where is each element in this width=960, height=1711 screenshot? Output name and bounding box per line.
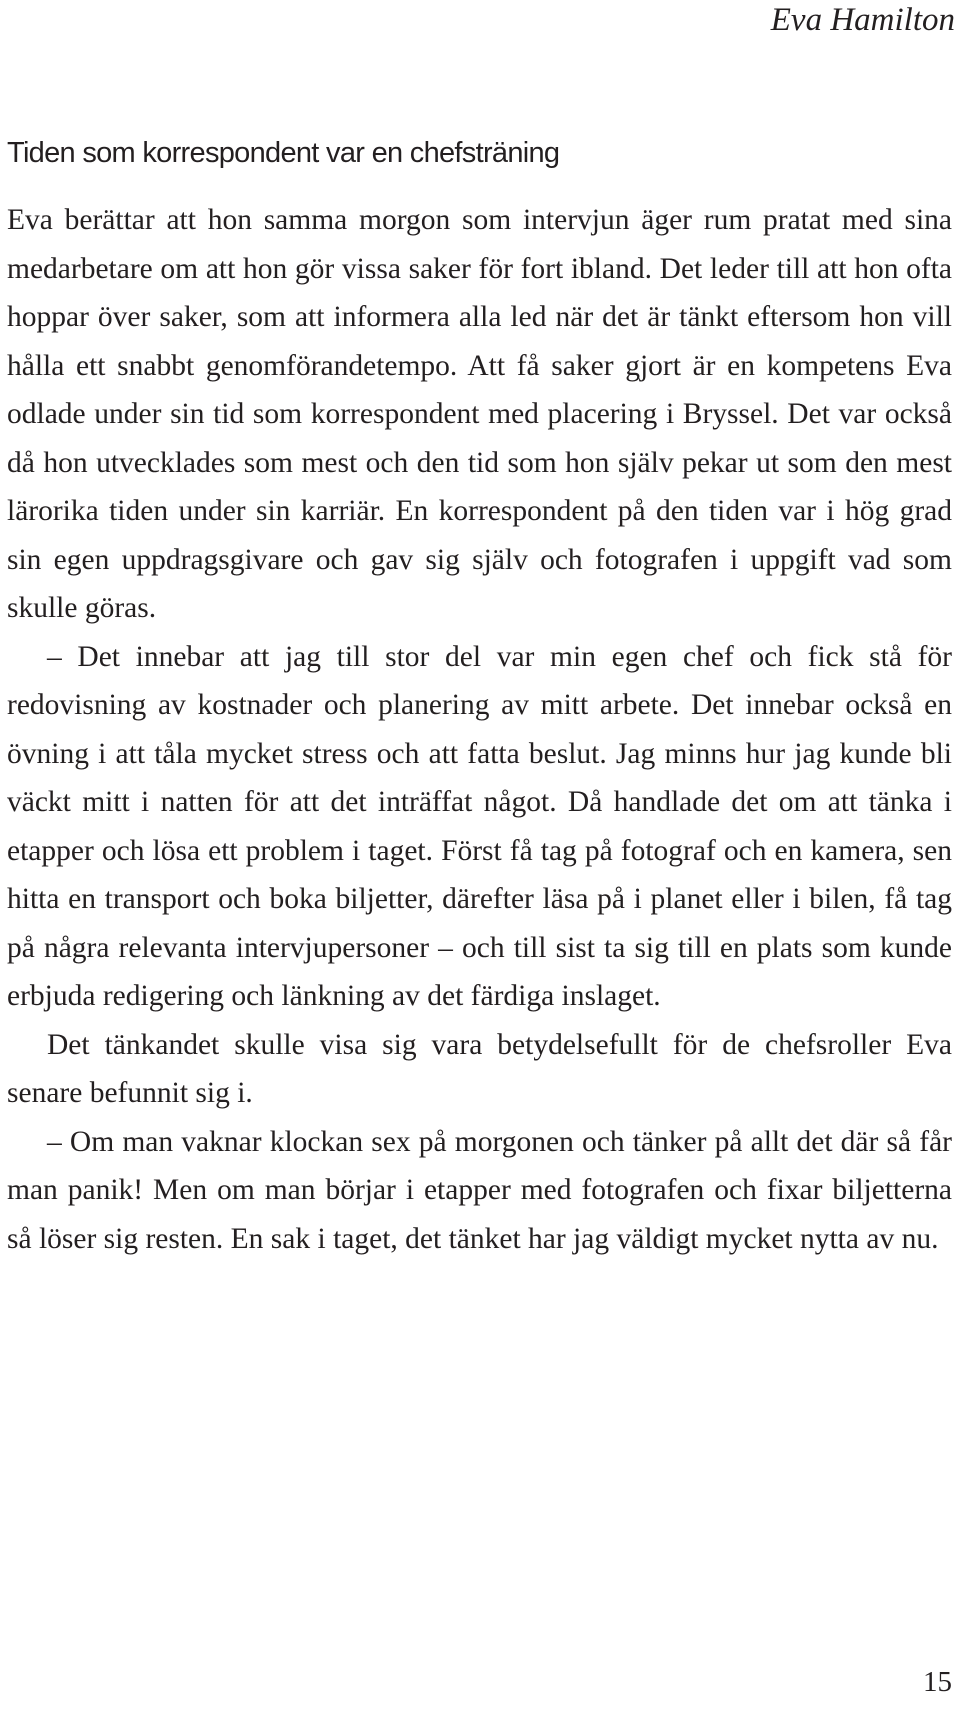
paragraph: – Om man vaknar klockan sex på morgonen och tänker på allt det där så får man panik! Men om man börjar i etapper med fotografen och fixar biljetterna så löser sig resten. En sak i taget, det tänket har jag väldigt mycket nytta av nu. <box>7 1125 952 1255</box>
paragraph: Eva berättar att hon samma morgon som intervjun äger rum pratat med sina medarbetare om att hon gör vissa saker för fort ibland. Det leder till att hon ofta hoppar över saker, som att informera alla led när det är tänkt eftersom hon vill hålla ett snabbt genomförandetempo. Att få saker gjort är en kompetens Eva odlade under sin tid som korrespondent med placering i Bryssel. Det var också då hon utvecklades som mest och den tid som hon själv pekar ut som den mest lärorika tiden under sin karriär. En korrespondent på den tiden var i hög grad sin egen uppdragsgivare och gav sig själv och fotografen i uppgift vad som skulle göras. <box>7 204 952 624</box>
body-text <box>7 196 952 1263</box>
page-number: 15 <box>923 1666 952 1698</box>
paragraph: – Det innebar att jag till stor del var min egen chef och fick stå för redovisning av kostnader och planering av mitt arbete. Det innebar också en övning i att tåla mycket stress och att fatta beslut. Jag minns hur jag kunde bli väckt mitt i natten för att det inträffat något. Då handlade det om att tänka i etapper och lösa ett problem i taget. Först få tag på fotograf och en kamera, sen hitta en transport och boka biljetter, därefter läsa på i planet eller i bilen, få tag på några relevanta intervjupersoner – och till sist ta sig till en plats som kunde erbjuda redigering och länkning av det färdiga inslaget. <box>7 640 952 1012</box>
section-heading: Tiden som korrespondent var en chefsträning <box>7 137 560 169</box>
running-head: Eva Hamilton <box>770 2 955 38</box>
paragraph: Det tänkandet skulle visa sig vara betydelsefullt för de chefsroller Eva senare befunnit sig i. <box>7 1028 952 1109</box>
